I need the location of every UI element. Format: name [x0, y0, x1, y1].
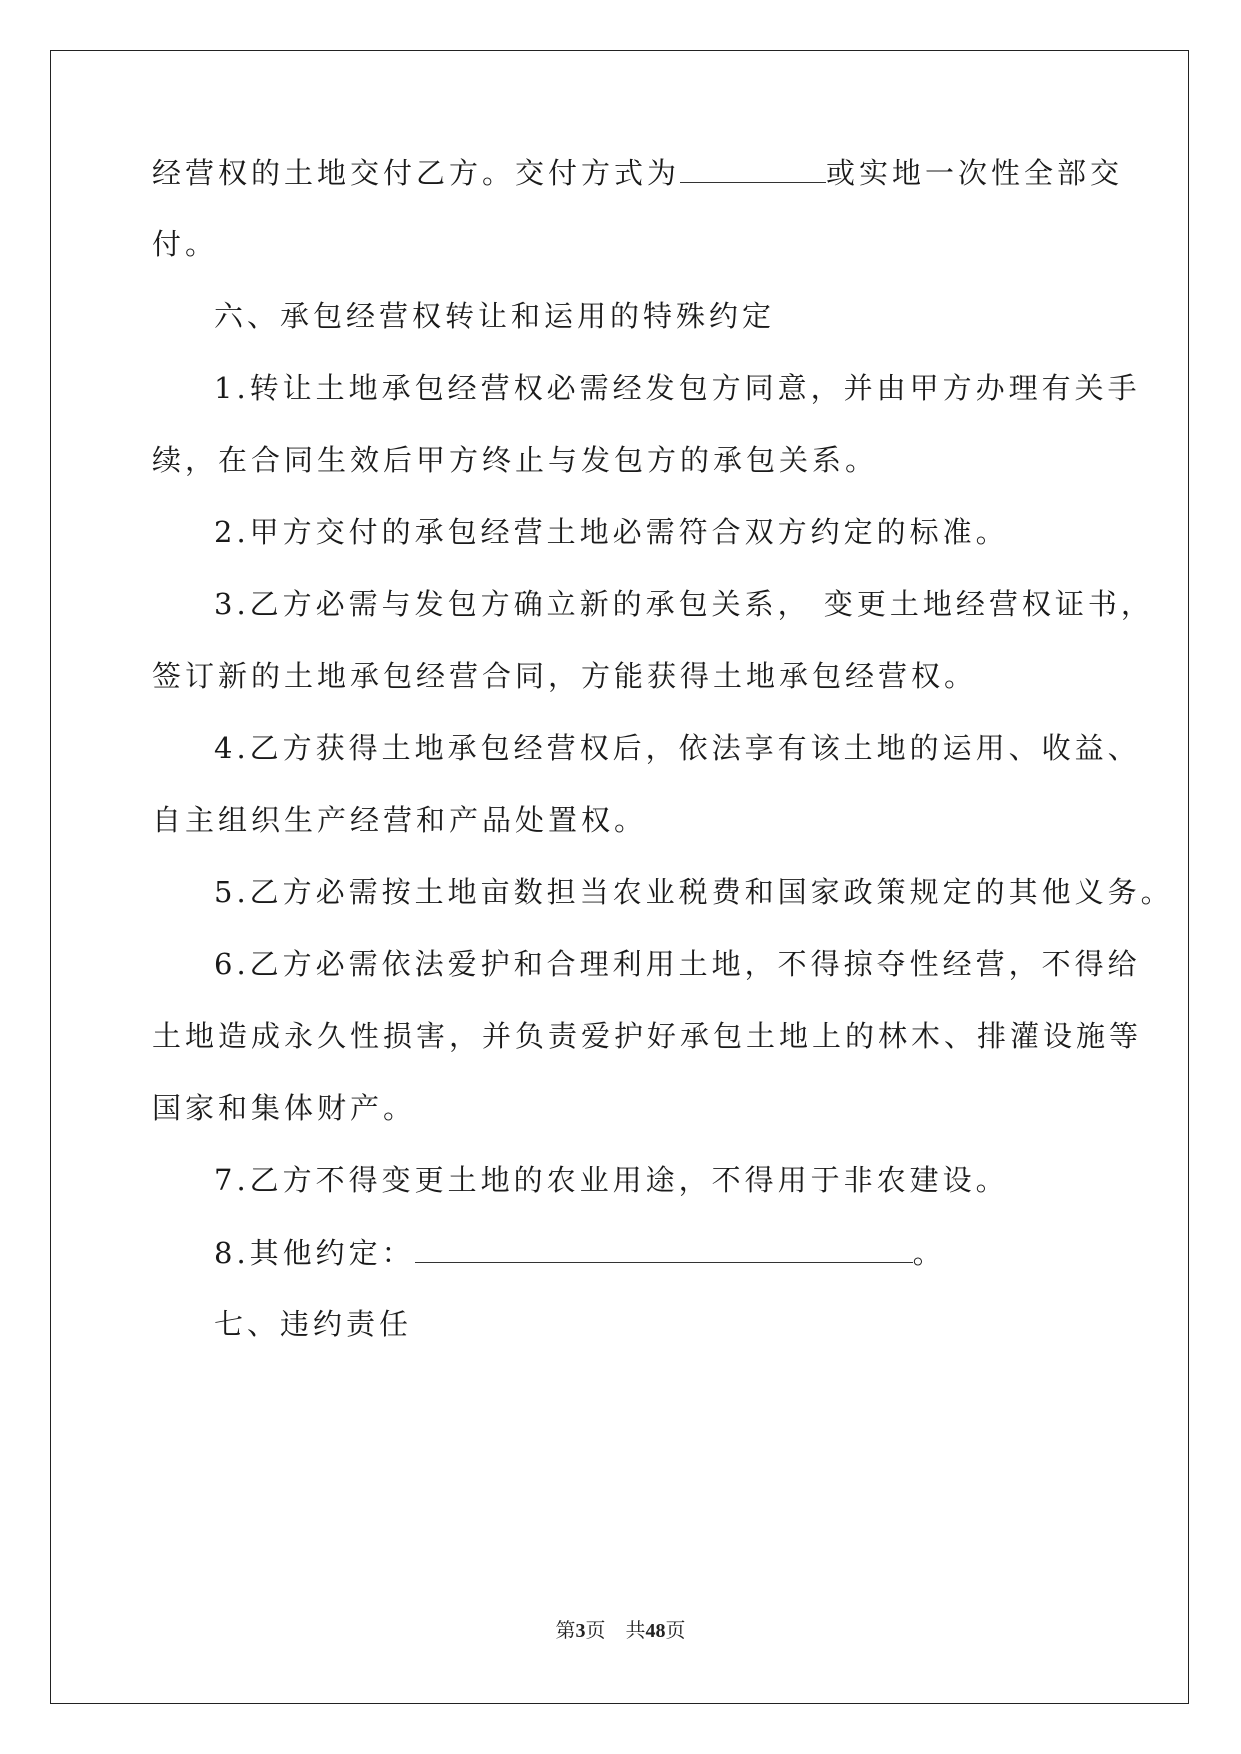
item-6-line-1: 6.乙方必需依法爱护和合理利用土地，不得掠夺性经营，不得给: [214, 947, 1141, 981]
text-segment: 经营权的土地交付乙方。交付方式为: [152, 156, 681, 190]
footer-text: 第: [555, 1618, 576, 1642]
item-2: 2.甲方交付的承包经营土地必需符合双方约定的标准。: [214, 515, 1009, 549]
text-segment: 。: [912, 1236, 946, 1270]
item-8: [214, 1232, 946, 1273]
blank-field: [680, 152, 826, 183]
item-1-line-2: 续，在合同生效后甲方终止与发包方的承包关系。: [152, 443, 879, 477]
footer-text: 页 共: [585, 1618, 646, 1642]
text-segment: 或实地一次性全部交: [826, 156, 1124, 190]
item-6-line-2: 土地造成永久性损害，并负责爱护好承包土地上的林木、排灌设施等: [152, 1019, 1143, 1053]
item-7: 7.乙方不得变更土地的农业用途，不得用于非农建设。: [214, 1163, 1009, 1197]
item-3-line-1: 3.乙方必需与发包方确立新的承包关系， 变更土地经营权证书，: [214, 587, 1154, 621]
blank-field: [415, 1232, 913, 1263]
item-4-line-2: 自主组织生产经营和产品处置权。: [152, 803, 648, 837]
text-segment: 8.其他约定：: [214, 1236, 415, 1270]
page-number: 3: [575, 1620, 586, 1642]
section-6-heading: 六、承包经营权转让和运用的特殊约定: [214, 299, 776, 333]
item-6-line-3: 国家和集体财产。: [152, 1091, 417, 1125]
item-5: 5.乙方必需按土地亩数担当农业税费和国家政策规定的其他义务。: [214, 875, 1174, 909]
section-7-heading: 七、违约责任: [214, 1307, 413, 1341]
item-3-line-2: 签订新的土地承包经营合同，方能获得土地承包经营权。: [152, 659, 978, 693]
item-1-line-1: 1.转让土地承包经营权必需经发包方同意，并由甲方办理有关手: [214, 371, 1141, 405]
footer-text: 页: [665, 1618, 686, 1642]
paragraph-line: 付。: [152, 227, 219, 261]
item-4-line-1: 4.乙方获得土地承包经营权后，依法享有该土地的运用、收益、: [214, 731, 1141, 765]
total-pages: 48: [645, 1620, 666, 1642]
paragraph-line: [152, 152, 1123, 193]
page-footer: [0, 1614, 1241, 1643]
